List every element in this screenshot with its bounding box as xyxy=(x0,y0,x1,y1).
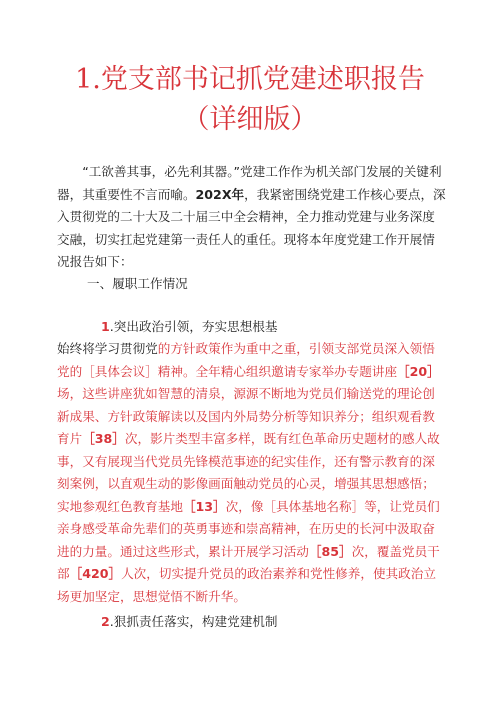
para-number: ［38］ xyxy=(82,431,125,446)
intro-paragraph xyxy=(57,161,447,274)
para-highlight: 场，这些讲座犹如智慧的清泉，源源不断地为党员们输送党的理论创新成果、方针政策解读以及国内外局势分析等知识养分；组织观看教育片 xyxy=(57,386,435,446)
subsection-heading-1 xyxy=(101,316,278,338)
para-number: ［85］ xyxy=(308,543,352,559)
subsection-title: .突出政治引领，夯实思想根基 xyxy=(109,319,278,334)
intro-quote: “工欲善其事，必先利其器。”党建工作作为机关部门发展的关键利器，其重要性不言而喻。 xyxy=(57,164,442,202)
body-paragraph-1 xyxy=(57,338,447,608)
para-highlight: 次，像［具体基地名称］等，让党员们亲身感受革命先辈们的英勇事迹和崇高精神，在历史的长河中汲取奋进的力量。通过这些形式，累计开展学习活动 xyxy=(57,498,440,559)
para-number: ［20］ xyxy=(397,363,440,379)
document-title: 1.党支部书记抓党建述职报告 xyxy=(75,64,425,95)
para-text: 始终将学习贯彻党 xyxy=(57,341,158,356)
para-number: ［13］ xyxy=(182,498,226,514)
subsection-number: 2 xyxy=(101,614,110,629)
para-highlight: 次，影片类型丰富多样，既有红色革命历史题材的感人故事，又有展现当代党员先锋模范事迹的纪实佳作，还有警示教育的深刻案例，以直观生动的影像画面触动党员的心灵，增强其思想感悟；实地参观红色教育基地 xyxy=(57,431,440,514)
intro-rest: ，我紧密围绕党建工作核心要点，深入贯彻党的二十大及二十届三中全会精神，全力推动党建与业务深度交融，切实扛起党建第一责任人的重任。现将本年度党建工作开展情况报告如下： xyxy=(57,186,446,269)
para-number: ［420］ xyxy=(69,566,122,581)
para-highlight: 人次，切实提升党员的政治素养和党性修养，使其政治立场更加坚定，思想觉悟不断升华。 xyxy=(57,566,436,604)
para-highlight: 次，覆盖党员干部 xyxy=(57,543,440,581)
subsection-heading-2 xyxy=(101,611,278,633)
section-heading-1: 一、履职工作情况 xyxy=(87,276,188,291)
subsection-number: 1 xyxy=(101,319,110,334)
para-highlight: 的方针政策作为重中之重，引领支部党员深入领悟党的［具体会议］精神。全年精心组织邀请专家举办专题讲座 xyxy=(57,341,435,379)
intro-year: 202X年 xyxy=(195,186,245,202)
subsection-title: .狠抓责任落实，构建党建机制 xyxy=(109,614,278,629)
document-subtitle: （详细版） xyxy=(182,104,318,135)
